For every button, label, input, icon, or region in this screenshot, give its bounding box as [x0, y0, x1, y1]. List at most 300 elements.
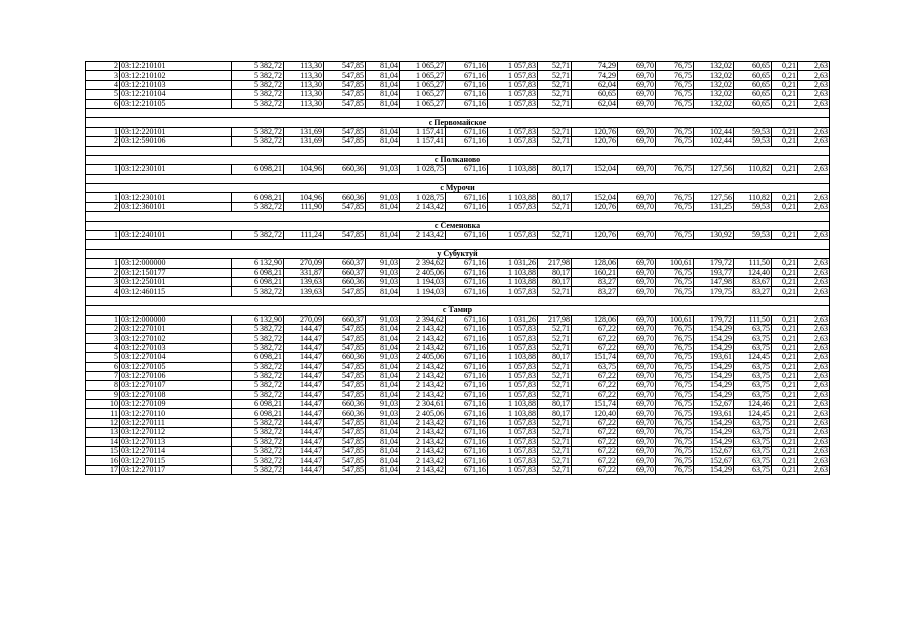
value-cell: 76,75 [656, 371, 694, 380]
value-cell: 547,85 [324, 324, 366, 333]
value-cell: 154,29 [694, 428, 734, 437]
value-cell: 1 057,83 [488, 390, 538, 399]
value-cell: 124,45 [734, 353, 772, 362]
row-number: 2 [86, 268, 120, 277]
value-cell: 547,85 [324, 80, 366, 89]
cadastral-code: 03:12:210105 [120, 99, 232, 108]
value-cell: 151,74 [572, 353, 618, 362]
value-cell: 91,03 [366, 400, 400, 409]
table-row [86, 362, 830, 371]
value-cell: 1 065,27 [400, 90, 446, 99]
value-cell: 128,06 [572, 315, 618, 324]
table-row [86, 202, 830, 211]
value-cell: 144,47 [284, 428, 324, 437]
value-cell: 91,03 [366, 315, 400, 324]
value-cell: 104,96 [284, 193, 324, 202]
value-cell: 124,45 [734, 409, 772, 418]
value-cell: 0,21 [772, 465, 798, 474]
value-cell: 80,17 [538, 268, 572, 277]
spacer-cell [86, 108, 830, 117]
value-cell: 331,87 [284, 268, 324, 277]
cadastral-code: 03:12:270113 [120, 437, 232, 446]
table-row [86, 447, 830, 456]
value-cell: 5 382,72 [232, 343, 284, 352]
cadastral-code: 03:12:270104 [120, 353, 232, 362]
value-cell: 6 098,21 [232, 353, 284, 362]
value-cell: 132,02 [694, 62, 734, 71]
value-cell: 1 057,83 [488, 137, 538, 146]
value-cell: 76,75 [656, 381, 694, 390]
value-cell: 671,16 [446, 71, 488, 80]
value-cell: 671,16 [446, 193, 488, 202]
value-cell: 1 057,83 [488, 343, 538, 352]
value-cell: 69,70 [618, 99, 656, 108]
value-cell: 144,47 [284, 409, 324, 418]
value-cell: 144,47 [284, 381, 324, 390]
value-cell: 76,75 [656, 409, 694, 418]
value-cell: 69,70 [618, 80, 656, 89]
value-cell: 6 098,21 [232, 400, 284, 409]
spacer-row [86, 108, 830, 117]
value-cell: 2 143,42 [400, 447, 446, 456]
table-row [86, 343, 830, 352]
value-cell: 111,24 [284, 231, 324, 240]
value-cell: 2 304,61 [400, 400, 446, 409]
value-cell: 81,04 [366, 447, 400, 456]
value-cell: 671,16 [446, 231, 488, 240]
value-cell: 660,37 [324, 259, 366, 268]
value-cell: 2,63 [798, 334, 830, 343]
value-cell: 2,63 [798, 202, 830, 211]
value-cell: 83,67 [734, 277, 772, 286]
row-number: 5 [86, 90, 120, 99]
value-cell: 1 057,83 [488, 465, 538, 474]
cadastral-code: 03:12:240101 [120, 231, 232, 240]
value-cell: 1 057,83 [488, 447, 538, 456]
value-cell: 1 103,88 [488, 353, 538, 362]
value-cell: 69,70 [618, 418, 656, 427]
value-cell: 69,70 [618, 400, 656, 409]
value-cell: 2,63 [798, 418, 830, 427]
value-cell: 0,21 [772, 62, 798, 71]
value-cell: 1 103,88 [488, 193, 538, 202]
value-cell: 69,70 [618, 371, 656, 380]
value-cell: 0,21 [772, 390, 798, 399]
value-cell: 60,65 [734, 90, 772, 99]
value-cell: 120,40 [572, 409, 618, 418]
table-row [86, 418, 830, 427]
value-cell: 67,22 [572, 390, 618, 399]
value-cell: 547,85 [324, 447, 366, 456]
value-cell: 52,71 [538, 428, 572, 437]
value-cell: 144,47 [284, 334, 324, 343]
value-cell: 76,75 [656, 465, 694, 474]
value-cell: 0,21 [772, 409, 798, 418]
value-cell: 671,16 [446, 400, 488, 409]
value-cell: 80,17 [538, 400, 572, 409]
value-cell: 0,21 [772, 447, 798, 456]
value-cell: 2 143,42 [400, 456, 446, 465]
value-cell: 2 143,42 [400, 202, 446, 211]
value-cell: 1 057,83 [488, 231, 538, 240]
value-cell: 660,37 [324, 315, 366, 324]
value-cell: 671,16 [446, 381, 488, 390]
cadastral-code: 03:12:250101 [120, 277, 232, 286]
value-cell: 52,71 [538, 99, 572, 108]
value-cell: 1 194,03 [400, 277, 446, 286]
value-cell: 0,21 [772, 362, 798, 371]
value-cell: 76,75 [656, 71, 694, 80]
value-cell: 144,47 [284, 324, 324, 333]
value-cell: 113,30 [284, 62, 324, 71]
value-cell: 547,85 [324, 428, 366, 437]
value-cell: 671,16 [446, 456, 488, 465]
value-cell: 154,29 [694, 343, 734, 352]
row-number: 6 [86, 362, 120, 371]
value-cell: 60,65 [734, 80, 772, 89]
table-row [86, 99, 830, 108]
value-cell: 5 382,72 [232, 428, 284, 437]
value-cell: 2,63 [798, 259, 830, 268]
value-cell: 660,36 [324, 277, 366, 286]
section-title: с Полканово [86, 155, 830, 164]
value-cell: 5 382,72 [232, 447, 284, 456]
value-cell: 179,75 [694, 287, 734, 296]
value-cell: 131,69 [284, 127, 324, 136]
value-cell: 144,47 [284, 400, 324, 409]
value-cell: 130,92 [694, 231, 734, 240]
cadastral-code: 03:12:210103 [120, 80, 232, 89]
value-cell: 128,06 [572, 259, 618, 268]
cadastral-code: 03:12:210101 [120, 62, 232, 71]
cadastral-code: 03:12:270114 [120, 447, 232, 456]
value-cell: 2,63 [798, 165, 830, 174]
value-cell: 1 028,75 [400, 193, 446, 202]
value-cell: 76,75 [656, 137, 694, 146]
row-number: 8 [86, 381, 120, 390]
value-cell: 69,70 [618, 447, 656, 456]
value-cell: 0,21 [772, 456, 798, 465]
row-number: 12 [86, 418, 120, 427]
value-cell: 69,70 [618, 437, 656, 446]
tariff-table [85, 61, 830, 475]
value-cell: 2,63 [798, 324, 830, 333]
value-cell: 671,16 [446, 90, 488, 99]
value-cell: 60,65 [734, 99, 772, 108]
value-cell: 2,63 [798, 231, 830, 240]
table-row [86, 409, 830, 418]
value-cell: 59,53 [734, 137, 772, 146]
value-cell: 193,77 [694, 268, 734, 277]
value-cell: 52,71 [538, 418, 572, 427]
value-cell: 63,75 [734, 371, 772, 380]
value-cell: 67,22 [572, 381, 618, 390]
section-header-row [86, 249, 830, 258]
value-cell: 83,27 [572, 277, 618, 286]
spacer-row [86, 240, 830, 249]
row-number: 6 [86, 99, 120, 108]
table-row [86, 165, 830, 174]
value-cell: 63,75 [734, 343, 772, 352]
value-cell: 5 382,72 [232, 202, 284, 211]
value-cell: 660,36 [324, 353, 366, 362]
value-cell: 547,85 [324, 418, 366, 427]
value-cell: 144,47 [284, 418, 324, 427]
value-cell: 113,30 [284, 80, 324, 89]
value-cell: 76,75 [656, 127, 694, 136]
value-cell: 127,56 [694, 193, 734, 202]
value-cell: 2,63 [798, 447, 830, 456]
value-cell: 76,75 [656, 165, 694, 174]
value-cell: 120,76 [572, 202, 618, 211]
value-cell: 671,16 [446, 465, 488, 474]
value-cell: 81,04 [366, 62, 400, 71]
table-row [86, 259, 830, 268]
value-cell: 2,63 [798, 390, 830, 399]
table-row [86, 90, 830, 99]
spacer-cell [86, 240, 830, 249]
section-header-row [86, 155, 830, 164]
value-cell: 69,70 [618, 381, 656, 390]
value-cell: 671,16 [446, 315, 488, 324]
value-cell: 0,21 [772, 437, 798, 446]
value-cell: 2,63 [798, 465, 830, 474]
value-cell: 91,03 [366, 165, 400, 174]
value-cell: 671,16 [446, 99, 488, 108]
row-number: 1 [86, 315, 120, 324]
cadastral-code: 03:12:270107 [120, 381, 232, 390]
value-cell: 2,63 [798, 409, 830, 418]
value-cell: 5 382,72 [232, 62, 284, 71]
value-cell: 111,50 [734, 259, 772, 268]
row-number: 7 [86, 371, 120, 380]
value-cell: 1 028,75 [400, 165, 446, 174]
value-cell: 76,75 [656, 447, 694, 456]
value-cell: 671,16 [446, 127, 488, 136]
value-cell: 154,29 [694, 390, 734, 399]
value-cell: 2 143,42 [400, 465, 446, 474]
value-cell: 1 057,83 [488, 362, 538, 371]
value-cell: 154,29 [694, 334, 734, 343]
row-number: 1 [86, 127, 120, 136]
value-cell: 5 382,72 [232, 362, 284, 371]
cadastral-code: 03:12:270103 [120, 343, 232, 352]
cadastral-code: 03:12:000000 [120, 259, 232, 268]
spacer-row [86, 212, 830, 221]
value-cell: 1 057,83 [488, 90, 538, 99]
row-number: 14 [86, 437, 120, 446]
value-cell: 74,29 [572, 71, 618, 80]
cadastral-code: 03:12:230101 [120, 193, 232, 202]
row-number: 1 [86, 259, 120, 268]
row-number: 5 [86, 353, 120, 362]
value-cell: 52,71 [538, 127, 572, 136]
value-cell: 67,22 [572, 418, 618, 427]
value-cell: 5 382,72 [232, 324, 284, 333]
value-cell: 547,85 [324, 390, 366, 399]
value-cell: 91,03 [366, 353, 400, 362]
value-cell: 1 057,83 [488, 334, 538, 343]
value-cell: 154,29 [694, 465, 734, 474]
value-cell: 671,16 [446, 353, 488, 362]
value-cell: 81,04 [366, 99, 400, 108]
value-cell: 81,04 [366, 381, 400, 390]
section-header-row [86, 118, 830, 127]
value-cell: 2,63 [798, 287, 830, 296]
value-cell: 0,21 [772, 80, 798, 89]
value-cell: 52,71 [538, 371, 572, 380]
value-cell: 1 057,83 [488, 324, 538, 333]
value-cell: 144,47 [284, 447, 324, 456]
value-cell: 52,71 [538, 465, 572, 474]
value-cell: 671,16 [446, 447, 488, 456]
section-title: у Субуктуй [86, 249, 830, 258]
value-cell: 63,75 [734, 390, 772, 399]
value-cell: 52,71 [538, 287, 572, 296]
table-row [86, 353, 830, 362]
value-cell: 91,03 [366, 259, 400, 268]
section-header-row [86, 306, 830, 315]
value-cell: 671,16 [446, 268, 488, 277]
value-cell: 76,75 [656, 90, 694, 99]
spacer-row [86, 146, 830, 155]
value-cell: 59,53 [734, 231, 772, 240]
value-cell: 0,21 [772, 381, 798, 390]
value-cell: 671,16 [446, 287, 488, 296]
value-cell: 144,47 [284, 456, 324, 465]
value-cell: 76,75 [656, 287, 694, 296]
value-cell: 1 065,27 [400, 99, 446, 108]
value-cell: 69,70 [618, 334, 656, 343]
value-cell: 69,70 [618, 90, 656, 99]
value-cell: 110,82 [734, 193, 772, 202]
value-cell: 2,63 [798, 193, 830, 202]
value-cell: 671,16 [446, 80, 488, 89]
value-cell: 179,72 [694, 315, 734, 324]
value-cell: 1 065,27 [400, 62, 446, 71]
cadastral-code: 03:12:270115 [120, 456, 232, 465]
value-cell: 2,63 [798, 315, 830, 324]
value-cell: 0,21 [772, 315, 798, 324]
value-cell: 160,21 [572, 268, 618, 277]
value-cell: 2,63 [798, 381, 830, 390]
value-cell: 81,04 [366, 231, 400, 240]
section-title: с Мурочи [86, 184, 830, 193]
value-cell: 0,21 [772, 324, 798, 333]
value-cell: 81,04 [366, 137, 400, 146]
table-row [86, 334, 830, 343]
value-cell: 144,47 [284, 343, 324, 352]
value-cell: 76,75 [656, 456, 694, 465]
row-number: 9 [86, 390, 120, 399]
value-cell: 113,30 [284, 99, 324, 108]
table-row [86, 287, 830, 296]
row-number: 2 [86, 324, 120, 333]
value-cell: 139,63 [284, 287, 324, 296]
value-cell: 69,70 [618, 268, 656, 277]
value-cell: 76,75 [656, 80, 694, 89]
value-cell: 179,72 [694, 259, 734, 268]
value-cell: 2,63 [798, 437, 830, 446]
value-cell: 2,63 [798, 62, 830, 71]
value-cell: 81,04 [366, 90, 400, 99]
row-number: 13 [86, 428, 120, 437]
value-cell: 0,21 [772, 287, 798, 296]
value-cell: 63,75 [734, 447, 772, 456]
value-cell: 52,71 [538, 381, 572, 390]
cadastral-code: 03:12:270111 [120, 418, 232, 427]
row-number: 2 [86, 62, 120, 71]
value-cell: 74,29 [572, 62, 618, 71]
cadastral-code: 03:12:270112 [120, 428, 232, 437]
value-cell: 52,71 [538, 324, 572, 333]
value-cell: 91,03 [366, 277, 400, 286]
value-cell: 1 057,83 [488, 127, 538, 136]
value-cell: 2 143,42 [400, 390, 446, 399]
value-cell: 2,63 [798, 371, 830, 380]
value-cell: 1 103,88 [488, 268, 538, 277]
value-cell: 2,63 [798, 90, 830, 99]
value-cell: 2 143,42 [400, 418, 446, 427]
value-cell: 2,63 [798, 80, 830, 89]
value-cell: 0,21 [772, 343, 798, 352]
value-cell: 67,22 [572, 447, 618, 456]
value-cell: 660,36 [324, 193, 366, 202]
value-cell: 76,75 [656, 62, 694, 71]
value-cell: 270,09 [284, 259, 324, 268]
value-cell: 671,16 [446, 165, 488, 174]
value-cell: 2 143,42 [400, 334, 446, 343]
value-cell: 67,22 [572, 437, 618, 446]
row-number: 4 [86, 343, 120, 352]
value-cell: 660,36 [324, 165, 366, 174]
value-cell: 80,17 [538, 409, 572, 418]
value-cell: 1 057,83 [488, 437, 538, 446]
cadastral-code: 03:12:270101 [120, 324, 232, 333]
cadastral-code: 03:12:210102 [120, 71, 232, 80]
value-cell: 76,75 [656, 343, 694, 352]
value-cell: 111,50 [734, 315, 772, 324]
value-cell: 52,71 [538, 202, 572, 211]
table-row [86, 315, 830, 324]
value-cell: 0,21 [772, 202, 798, 211]
row-number: 11 [86, 409, 120, 418]
row-number: 3 [86, 277, 120, 286]
value-cell: 81,04 [366, 456, 400, 465]
value-cell: 52,71 [538, 447, 572, 456]
value-cell: 1 031,26 [488, 259, 538, 268]
cadastral-code: 03:12:220101 [120, 127, 232, 136]
row-number: 10 [86, 400, 120, 409]
value-cell: 81,04 [366, 202, 400, 211]
value-cell: 0,21 [772, 231, 798, 240]
value-cell: 2,63 [798, 353, 830, 362]
value-cell: 69,70 [618, 127, 656, 136]
value-cell: 124,40 [734, 268, 772, 277]
value-cell: 1 057,83 [488, 202, 538, 211]
value-cell: 1 157,41 [400, 137, 446, 146]
value-cell: 81,04 [366, 418, 400, 427]
value-cell: 76,75 [656, 437, 694, 446]
value-cell: 52,71 [538, 71, 572, 80]
value-cell: 152,67 [694, 456, 734, 465]
value-cell: 547,85 [324, 334, 366, 343]
value-cell: 0,21 [772, 71, 798, 80]
value-cell: 60,65 [572, 90, 618, 99]
value-cell: 81,04 [366, 324, 400, 333]
cadastral-code: 03:12:590106 [120, 137, 232, 146]
value-cell: 5 382,72 [232, 371, 284, 380]
